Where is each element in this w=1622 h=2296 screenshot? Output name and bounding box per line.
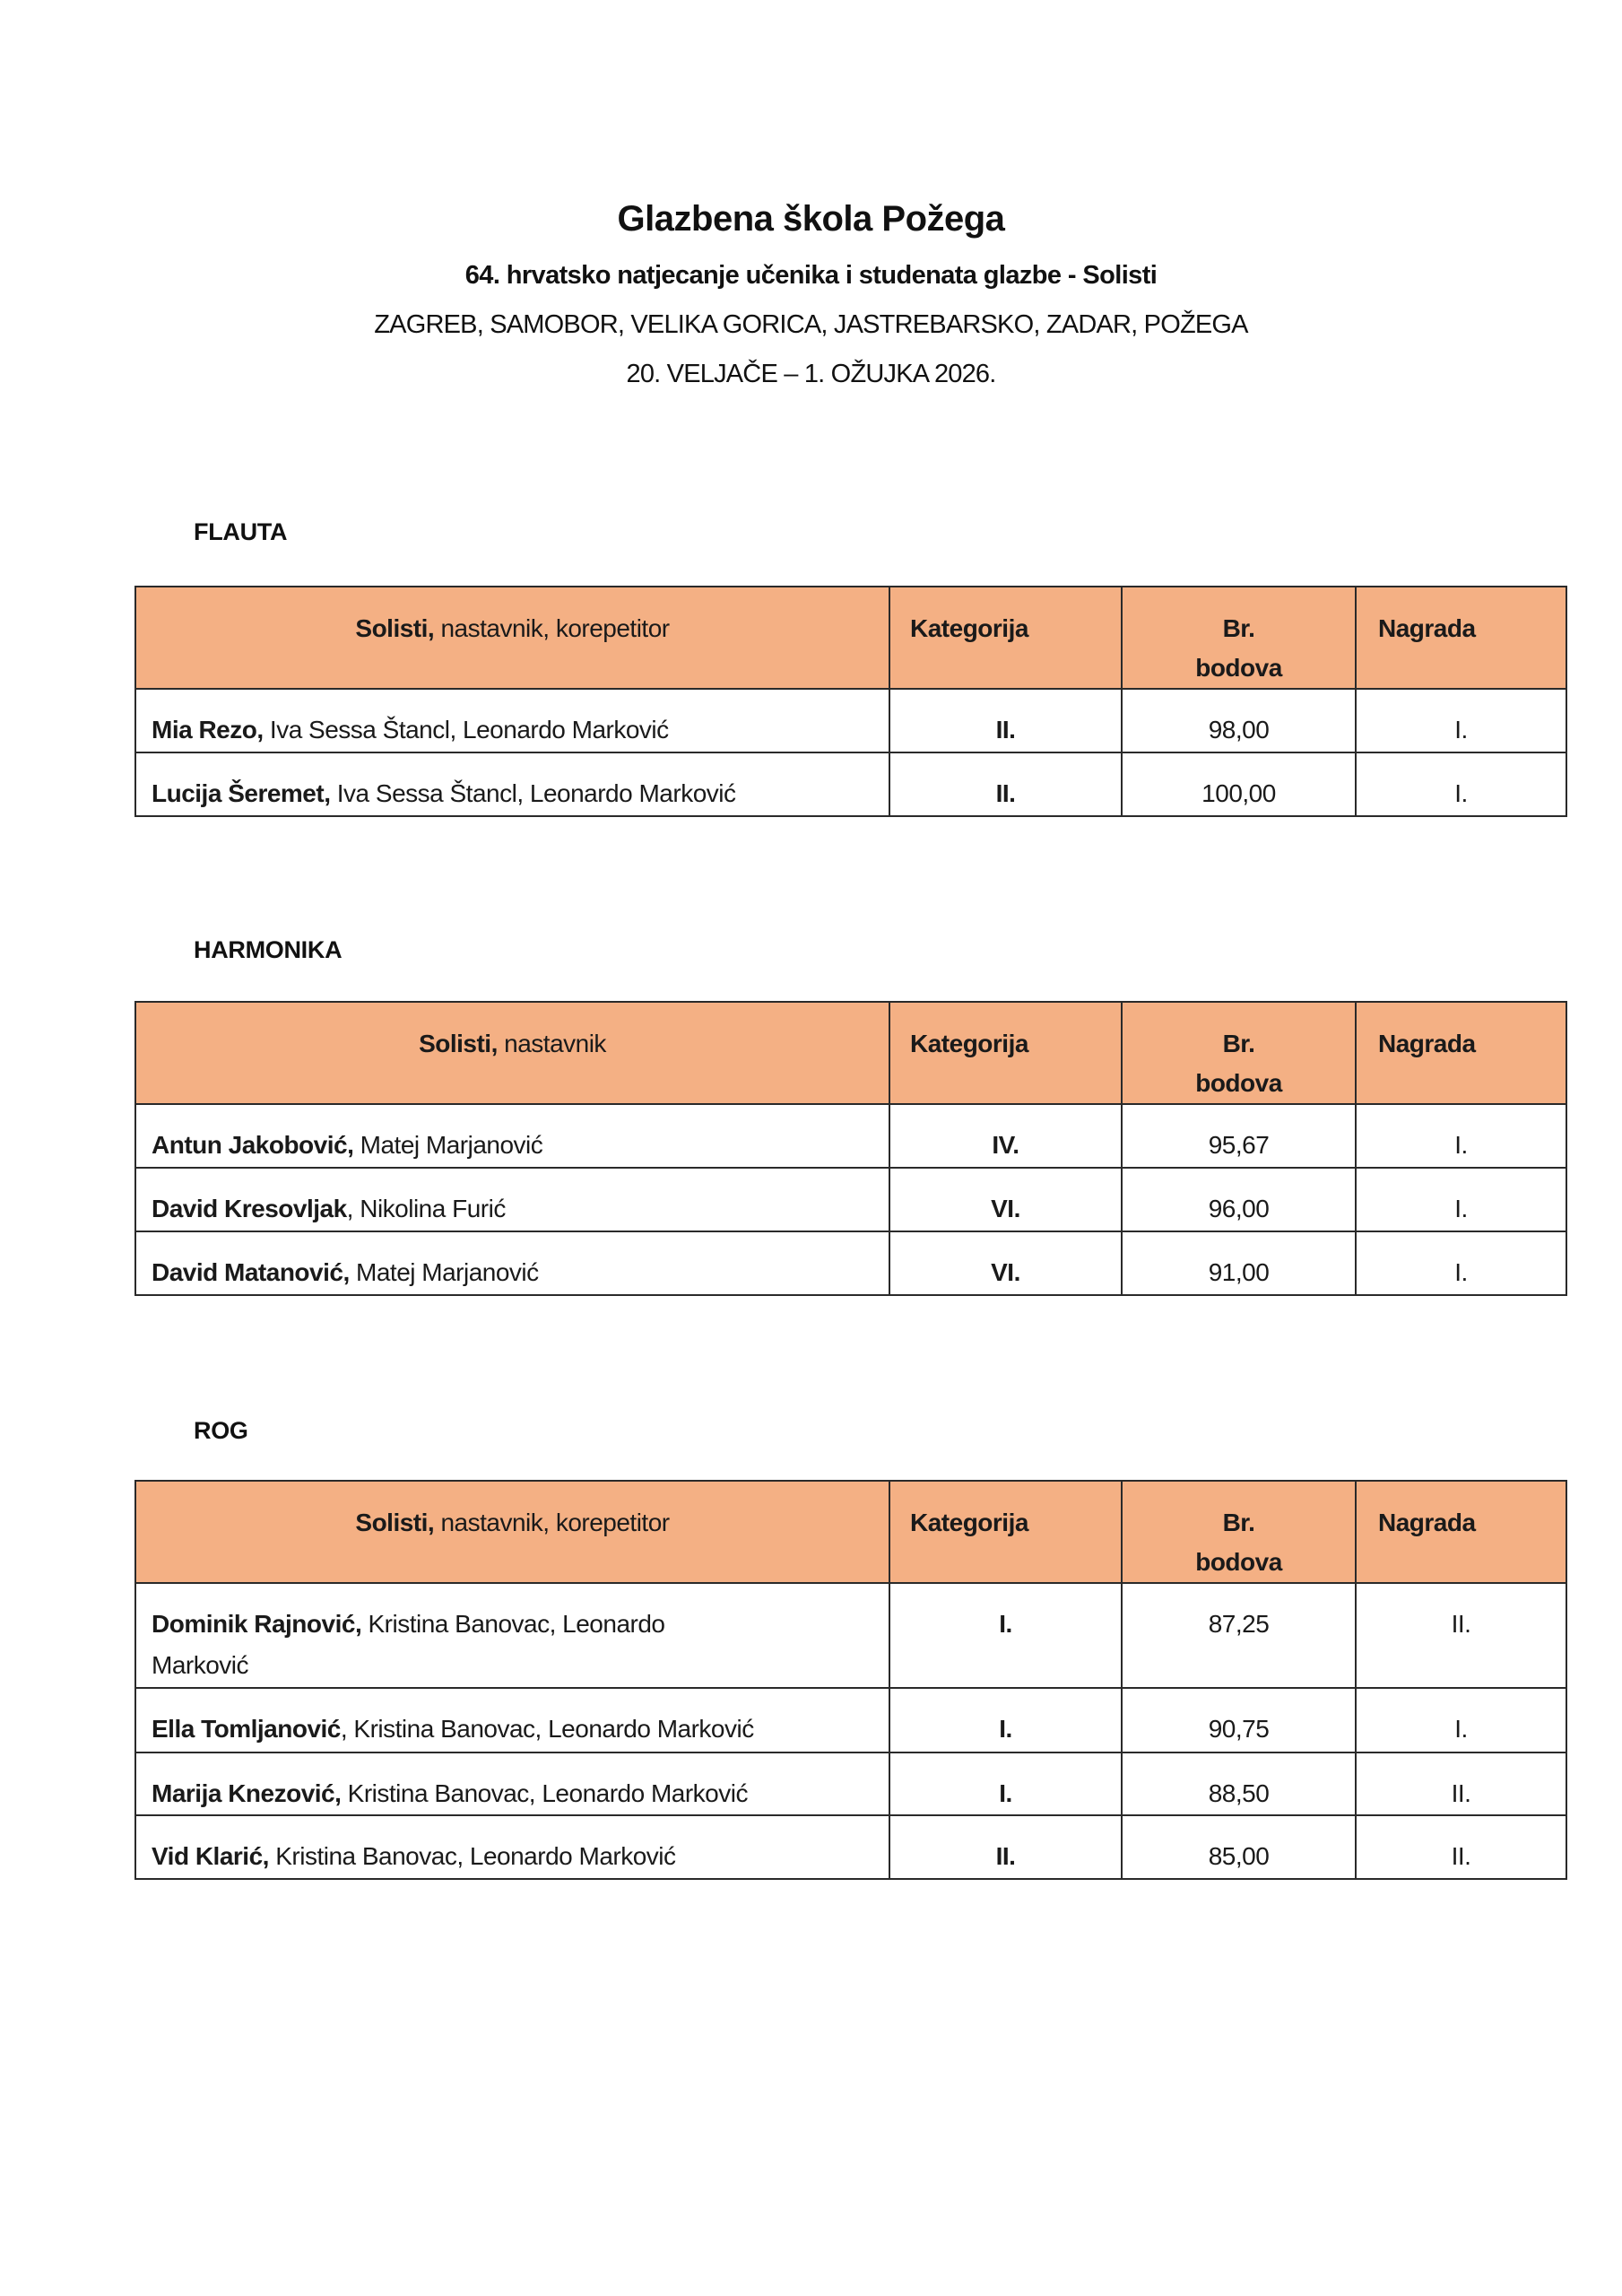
results-table-harmonika: [134, 1001, 1567, 1296]
nagrada-value: I.: [1454, 716, 1468, 744]
bodova-value: 100,00: [1201, 779, 1276, 807]
cell-bodova: [1122, 1752, 1356, 1815]
table-row: [135, 1688, 1566, 1752]
header-kategorija-label: Kategorija: [910, 1509, 1028, 1536]
cell-nagrada: [1356, 1168, 1566, 1231]
column-header-kategorija: [889, 1002, 1122, 1104]
cell-nagrada: [1356, 1231, 1566, 1295]
cell-bodova: [1122, 689, 1356, 752]
cell-solisti: [135, 689, 889, 752]
bodova-value: 91,00: [1208, 1258, 1270, 1286]
cell-bodova: [1122, 752, 1356, 816]
header-solisti-rest: nastavnik, korepetitor: [434, 614, 670, 642]
cell-solisti: [135, 1104, 889, 1168]
header-solisti-rest: nastavnik: [497, 1030, 606, 1057]
cell-kategorija: [889, 1688, 1122, 1752]
cell-nagrada: [1356, 1104, 1566, 1168]
teachers: , Kristina Banovac, Leonardo Marković: [340, 1715, 754, 1743]
cell-bodova: [1122, 1688, 1356, 1752]
cell-kategorija: [889, 1231, 1122, 1295]
nagrada-value: I.: [1454, 1195, 1468, 1222]
teachers: Matej Marjanović: [353, 1131, 543, 1159]
cell-kategorija: [889, 752, 1122, 816]
column-header-bodova: [1122, 1481, 1356, 1583]
bodova-value: 90,75: [1208, 1715, 1270, 1743]
cell-kategorija: [889, 1104, 1122, 1168]
column-header-bodova: [1122, 1002, 1356, 1104]
student-name: Marija Knezović,: [152, 1779, 342, 1807]
bodova-value: 85,00: [1208, 1842, 1270, 1870]
cell-kategorija: [889, 689, 1122, 752]
cell-nagrada: [1356, 1583, 1566, 1688]
header-solisti-bold: Solisti,: [419, 1030, 498, 1057]
bodova-value: 87,25: [1208, 1610, 1270, 1638]
cell-bodova: [1122, 1104, 1356, 1168]
nagrada-value: II.: [1451, 1610, 1471, 1638]
table-row: [135, 1104, 1566, 1168]
table-row: [135, 1583, 1566, 1688]
header-bodova-line2: bodova: [1195, 1069, 1282, 1097]
kategorija-value: IV.: [992, 1131, 1019, 1159]
cell-nagrada: [1356, 752, 1566, 816]
student-name: Dominik Rajnović,: [152, 1610, 362, 1638]
teachers: Matej Marjanović: [349, 1258, 539, 1286]
bodova-value: 88,50: [1208, 1779, 1270, 1807]
cell-kategorija: [889, 1752, 1122, 1815]
column-header-solisti: [135, 587, 889, 689]
header-nagrada-label: Nagrada: [1378, 1030, 1476, 1057]
table-header-row: [135, 587, 1566, 689]
column-header-bodova: [1122, 587, 1356, 689]
cell-solisti: [135, 1231, 889, 1295]
competition-dates: 20. VELJAČE – 1. OŽUJKA 2026.: [626, 360, 996, 388]
teachers: Iva Sessa Štancl, Leonardo Marković: [330, 779, 736, 807]
kategorija-value: II.: [995, 779, 1016, 807]
nagrada-value: II.: [1451, 1842, 1471, 1870]
results-table-rog: [134, 1480, 1567, 1880]
student-name: Ella Tomljanović: [152, 1715, 341, 1743]
teachers: Kristina Banovac, Leonardo Marković: [268, 1842, 676, 1870]
nagrada-value: I.: [1454, 779, 1468, 807]
cell-solisti: [135, 1815, 889, 1879]
kategorija-value: VI.: [991, 1258, 1020, 1286]
kategorija-value: I.: [999, 1610, 1012, 1638]
competition-cities: ZAGREB, SAMOBOR, VELIKA GORICA, JASTREBARSKO, ZADAR, POŽEGA: [374, 310, 1248, 339]
cell-bodova: [1122, 1168, 1356, 1231]
kategorija-value: VI.: [991, 1195, 1020, 1222]
teachers: Iva Sessa Štancl, Leonardo Marković: [263, 716, 669, 744]
column-header-nagrada: [1356, 1002, 1566, 1104]
table-row: [135, 1752, 1566, 1815]
column-header-kategorija: [889, 587, 1122, 689]
header-bodova-line1: Br.: [1222, 614, 1255, 642]
results-table-flauta: [134, 586, 1567, 817]
header-nagrada-label: Nagrada: [1378, 1509, 1476, 1536]
section-label-rog: ROG: [194, 1417, 248, 1444]
bodova-value: 98,00: [1208, 716, 1270, 744]
nagrada-value: II.: [1451, 1779, 1471, 1807]
header-kategorija-label: Kategorija: [910, 1030, 1028, 1057]
student-name: David Matanović,: [152, 1258, 350, 1286]
cell-nagrada: [1356, 689, 1566, 752]
student-name: David Kresovljak: [152, 1195, 347, 1222]
cell-solisti: [135, 1168, 889, 1231]
section-label-harmonika: HARMONIKA: [194, 936, 343, 963]
header-solisti-bold: Solisti,: [355, 614, 435, 642]
header-bodova-line2: bodova: [1195, 654, 1282, 682]
header-solisti-rest: nastavnik, korepetitor: [434, 1509, 670, 1536]
table-row: [135, 752, 1566, 816]
column-header-nagrada: [1356, 1481, 1566, 1583]
cell-nagrada: [1356, 1815, 1566, 1879]
cell-bodova: [1122, 1231, 1356, 1295]
bodova-value: 95,67: [1208, 1131, 1270, 1159]
header-kategorija-label: Kategorija: [910, 614, 1028, 642]
header-solisti-bold: Solisti,: [355, 1509, 435, 1536]
column-header-kategorija: [889, 1481, 1122, 1583]
cell-nagrada: [1356, 1688, 1566, 1752]
header-bodova-line2: bodova: [1195, 1548, 1282, 1576]
column-header-nagrada: [1356, 587, 1566, 689]
bodova-value: 96,00: [1208, 1195, 1270, 1222]
column-header-solisti: [135, 1002, 889, 1104]
nagrada-value: I.: [1454, 1131, 1468, 1159]
kategorija-value: II.: [995, 1842, 1016, 1870]
table-row: [135, 689, 1566, 752]
cell-solisti: [135, 1688, 889, 1752]
student-name: Antun Jakobović,: [152, 1131, 354, 1159]
cell-kategorija: [889, 1168, 1122, 1231]
header-bodova-line1: Br.: [1222, 1509, 1255, 1536]
column-header-solisti: [135, 1481, 889, 1583]
table-row: [135, 1231, 1566, 1295]
table-header-row: [135, 1002, 1566, 1104]
cell-solisti: [135, 1583, 889, 1688]
cell-solisti: [135, 752, 889, 816]
teachers: Kristina Banovac, Leonardo Marković: [152, 1610, 665, 1679]
table-header-row: [135, 1481, 1566, 1583]
student-name: Vid Klarić,: [152, 1842, 269, 1870]
cell-nagrada: [1356, 1752, 1566, 1815]
document-title: Glazbena škola Požega: [617, 199, 1005, 239]
kategorija-value: I.: [999, 1779, 1012, 1807]
cell-solisti: [135, 1752, 889, 1815]
student-name: Mia Rezo,: [152, 716, 264, 744]
competition-subtitle: 64. hrvatsko natjecanje učenika i studenata glazbe - Solisti: [464, 261, 1158, 290]
cell-kategorija: [889, 1815, 1122, 1879]
cell-bodova: [1122, 1815, 1356, 1879]
header-nagrada-label: Nagrada: [1378, 614, 1476, 642]
section-label-flauta: FLAUTA: [194, 518, 288, 545]
table-row: [135, 1168, 1566, 1231]
table-row: [135, 1815, 1566, 1879]
nagrada-value: I.: [1454, 1715, 1468, 1743]
kategorija-value: I.: [999, 1715, 1012, 1743]
teachers: , Nikolina Furić: [346, 1195, 506, 1222]
header-bodova-line1: Br.: [1222, 1030, 1255, 1057]
teachers: Kristina Banovac, Leonardo Marković: [341, 1779, 748, 1807]
student-name: Lucija Šeremet,: [152, 779, 331, 807]
nagrada-value: I.: [1454, 1258, 1468, 1286]
cell-kategorija: [889, 1583, 1122, 1688]
cell-bodova: [1122, 1583, 1356, 1688]
kategorija-value: II.: [995, 716, 1016, 744]
